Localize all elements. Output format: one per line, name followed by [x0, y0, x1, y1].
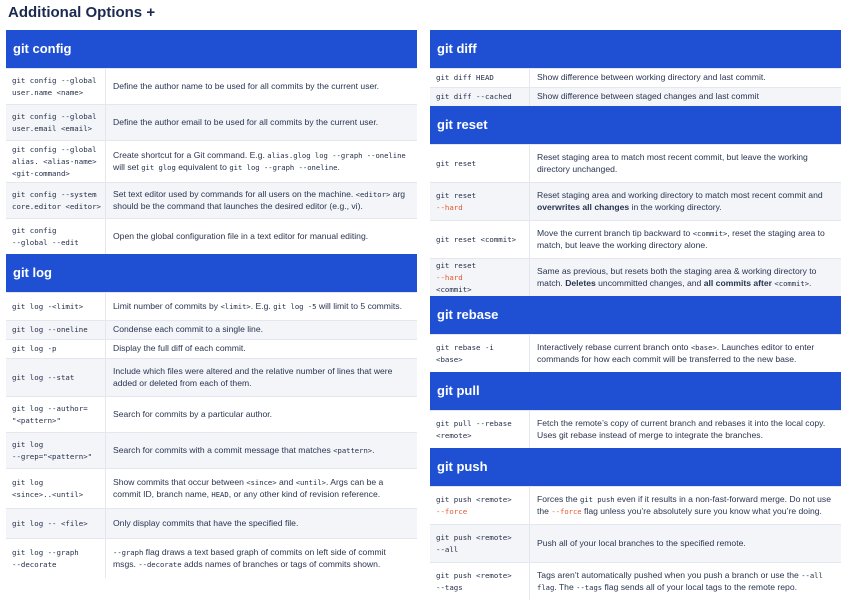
table-row — [430, 562, 841, 600]
description-cell: Display the full diff of each commit. — [113, 343, 246, 354]
table-row — [6, 320, 417, 339]
section-header-git-config: git config — [6, 30, 417, 68]
description-cell: Define the author name to be used for all commits by the current user. — [113, 80, 380, 91]
table-row — [6, 218, 417, 254]
description-cell: Search for commits with a commit message that matches <pattern>. — [113, 444, 375, 455]
section-header-git-push: git push — [430, 448, 841, 486]
table-row — [6, 396, 417, 432]
command-cell: git log --author= "<pattern>" — [6, 397, 106, 432]
table-row — [6, 358, 417, 396]
command-cell: git log <since>..<until> — [6, 469, 106, 508]
table-row — [430, 258, 841, 296]
command-cell: git reset --hard <commit> — [430, 259, 530, 296]
table-row — [430, 524, 841, 562]
command-cell: git reset <commit> — [430, 221, 530, 258]
description-cell: --graph flag draws a text based graph of commits on left side of commit msgs. --decorate adds names of branches or tags of commits shown. — [113, 547, 386, 569]
command-cell: git push <remote> --all — [430, 525, 530, 562]
table-row — [6, 508, 417, 538]
section-git-diff — [430, 68, 841, 106]
section-git-rebase — [430, 334, 841, 372]
description-cell: Interactively rebase current branch onto <base>. Launches editor to enter commands for how each commit will be transferred to the new base. — [537, 342, 815, 364]
command-cell: git log -<limit> — [6, 293, 106, 320]
description-cell: Show commits that occur between <since> and <until>. Args can be a commit ID, branch name, HEAD, or any other kind of revision reference. — [113, 477, 384, 499]
description-cell: Define the author email to be used for all commits by the current user. — [113, 116, 379, 127]
description-cell: Limit number of commits by <limit>. E.g. git log -5 will limit to 5 commits. — [113, 300, 402, 311]
table-row — [6, 339, 417, 358]
section-git-reset — [430, 144, 841, 296]
table-row — [6, 468, 417, 508]
description-cell: Open the global configuration file in a text editor for manual editing. — [113, 230, 369, 241]
section-header-git-diff: git diff — [430, 30, 841, 68]
table-row — [430, 486, 841, 524]
description-cell: Move the current branch tip backward to <commit>, reset the staging area to match, but leave the working directory alone. — [537, 228, 825, 250]
command-cell: git config --global user.name <name> — [6, 69, 106, 104]
section-header-git-pull: git pull — [430, 372, 841, 410]
description-cell: Push all of your local branches to the specified remote. — [537, 537, 746, 548]
left-column — [6, 30, 417, 578]
table-row — [6, 104, 417, 140]
section-git-config — [6, 68, 417, 254]
description-cell: Same as previous, but resets both the staging area & working directory to match. Deletes uncommitted changes, and all commits after <commit>. — [537, 266, 817, 288]
table-row — [430, 334, 841, 372]
description-cell: Forces the git push even if it results in a non-fast-forward merge. Do not use the --force flag unless you’re absolutely sure you know what you’re doing. — [537, 494, 832, 516]
description-cell: Show difference between working directory and last commit. — [537, 72, 766, 83]
command-cell: git config --system core.editor <editor> — [6, 183, 106, 218]
page-title: Additional Options + — [8, 4, 156, 21]
command-cell: git push <remote> --tags — [430, 563, 530, 600]
right-column — [430, 30, 841, 600]
hard-flag: --hard — [436, 272, 463, 282]
table-row — [6, 140, 417, 182]
description-cell: Reset staging area to match most recent commit, but leave the working directory unchanged. — [537, 152, 808, 174]
command-cell: git config --global --edit — [6, 219, 106, 254]
table-row — [6, 538, 417, 578]
description-cell: Show difference between staged changes and last commit — [537, 91, 759, 102]
hard-flag: --hard — [436, 202, 463, 212]
table-row — [430, 68, 841, 87]
force-flag: --force — [436, 506, 468, 516]
command-cell: git log --grep="<pattern>" — [6, 433, 106, 468]
description-cell: Only display commits that have the specified file. — [113, 517, 299, 528]
command-cell: git log --graph --decorate — [6, 539, 106, 578]
description-cell: Include which files were altered and the relative number of lines that were added or deleted from each of them. — [113, 366, 393, 388]
section-header-git-reset: git reset — [430, 106, 841, 144]
command-cell: git reset --hard — [430, 183, 530, 220]
command-cell: git log --oneline — [6, 321, 106, 339]
section-git-log — [6, 292, 417, 578]
section-git-push — [430, 486, 841, 600]
command-cell: git diff --cached — [430, 88, 530, 106]
command-cell: git push <remote> --force — [430, 487, 530, 524]
command-cell: git reset — [430, 145, 530, 182]
description-cell: Set text editor used by commands for all users on the machine. <editor> arg should be the command that launches the desired editor (e.g., vi). — [113, 189, 406, 211]
table-row — [430, 410, 841, 448]
table-row — [6, 432, 417, 468]
section-header-git-rebase: git rebase — [430, 296, 841, 334]
command-cell: git rebase -i <base> — [430, 335, 530, 372]
table-row — [430, 87, 841, 106]
command-cell: git diff HEAD — [430, 69, 530, 87]
table-row — [6, 292, 417, 320]
table-row — [430, 220, 841, 258]
command-cell: git pull --rebase <remote> — [430, 411, 530, 448]
command-cell: git log --stat — [6, 359, 106, 396]
command-cell: git config --global alias. <alias-name> <git-command> — [6, 141, 106, 182]
description-cell: Create shortcut for a Git command. E.g. alias.glog log --graph --oneline will set git glog equivalent to git log --graph --oneline. — [113, 150, 406, 172]
description-cell: Tags aren’t automatically pushed when you push a branch or use the --all flag. The --tags flag sends all of your local tags to the remote repo. — [537, 570, 823, 592]
command-cell: git log -p — [6, 340, 106, 358]
description-cell: Fetch the remote’s copy of current branch and rebases it into the local copy. Uses git rebase instead of merge to integrate the branches. — [537, 418, 826, 440]
description-cell: Reset staging area and working directory to match most recent commit and overwrites all changes in the working directory. — [537, 190, 823, 212]
section-header-git-log: git log — [6, 254, 417, 292]
table-row — [430, 182, 841, 220]
table-row — [6, 68, 417, 104]
section-git-pull — [430, 410, 841, 448]
table-row — [6, 182, 417, 218]
command-cell: git config --global user.email <email> — [6, 105, 106, 140]
command-cell: git log -- <file> — [6, 509, 106, 538]
table-row — [430, 144, 841, 182]
description-cell: Search for commits by a particular author. — [113, 408, 273, 419]
description-cell: Condense each commit to a single line. — [113, 324, 263, 335]
